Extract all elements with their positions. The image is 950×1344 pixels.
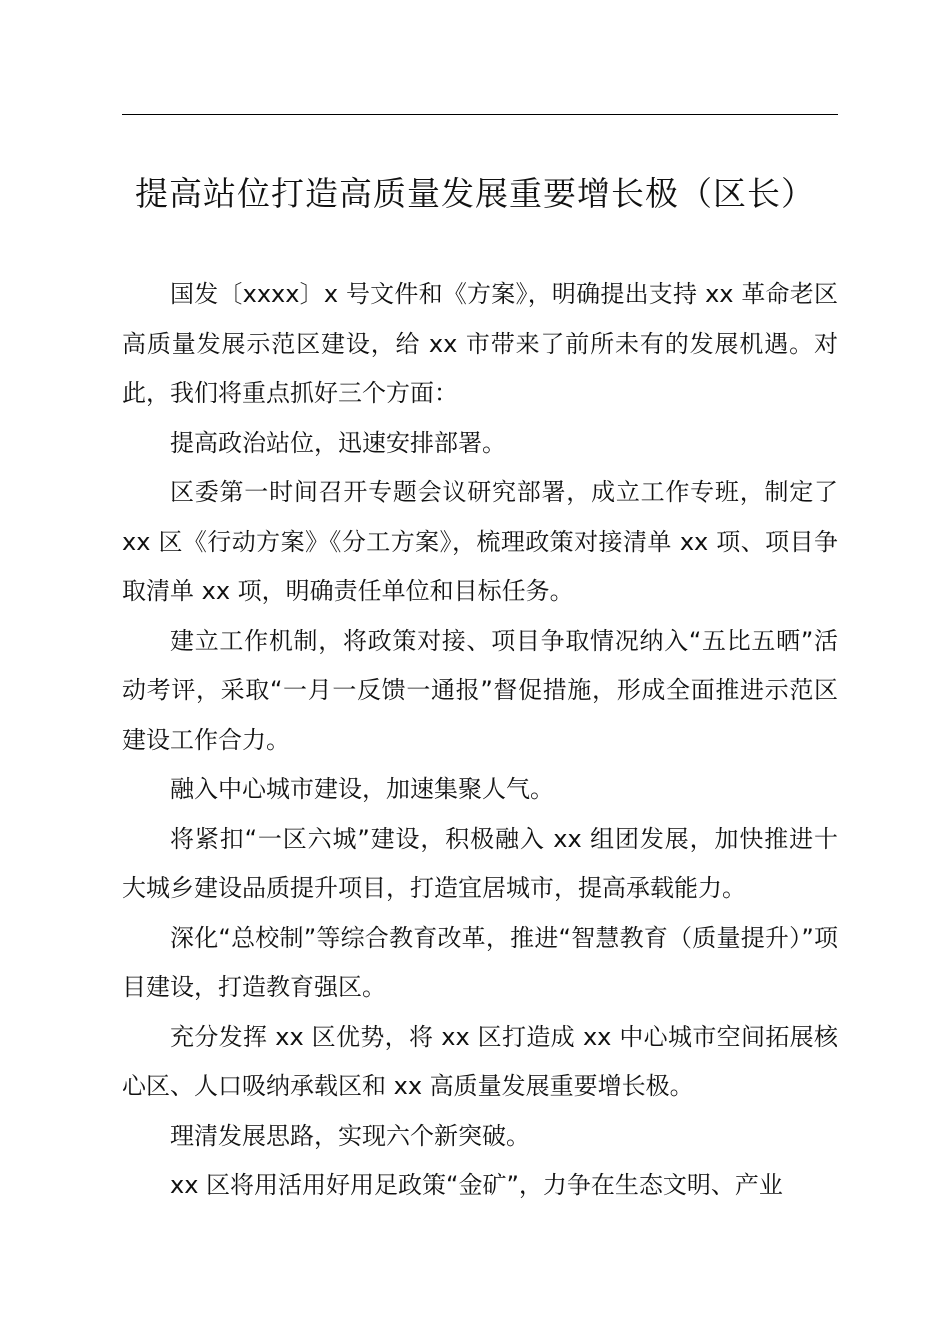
paragraph: 建立工作机制，将政策对接、项目争取情况纳入“五比五晒”活动考评，采取“一月一反馈一通报”督促措施，形成全面推进示范区建设工作合力。 [122,626,838,754]
document-body [122,270,838,1211]
paragraph-heading-2: 融入中心城市建设，加速集聚人气。 [170,775,554,803]
paragraph: 深化“总校制”等综合教育改革，推进“智慧教育（质量提升）”项目建设，打造教育强区。 [122,923,838,1001]
paragraph-heading-1: 提高政治站位，迅速安排部署。 [170,428,506,457]
paragraph-heading-3: 理清发展思路，实现六个新突破。 [170,1121,530,1150]
paragraph: 区委第一时间召开专题会议研究部署，成立工作专班，制定了 xx 区《行动方案》《分工方案》，梳理政策对接清单 xx 项、项目争取清单 xx 项，明确责任单位和目标任务。 [122,478,838,605]
document-title: 提高站位打造高质量发展重要增长极（区长） [135,174,815,213]
paragraph: xx 区将用活用好用足政策“金矿”，力争在生态文明、产业 [170,1171,783,1199]
paragraph: 将紧扣“一区六城”建设，积极融入 xx 组团发展，加快推进十大城乡建设品质提升项目，打造宜居城市，提高承载能力。 [122,824,838,902]
paragraph: 充分发挥 xx 区优势，将 xx 区打造成 xx 中心城市空间拓展核心区、人口吸纳承载区和 xx 高质量发展重要增长极。 [122,1022,838,1100]
header-rule [122,114,838,115]
paragraph-intro: 国发〔xxxx〕x 号文件和《方案》，明确提出支持 xx 革命老区高质量发展示范区建设，给 xx 市带来了前所未有的发展机遇。对此，我们将重点抓好三个方面： [122,280,838,407]
